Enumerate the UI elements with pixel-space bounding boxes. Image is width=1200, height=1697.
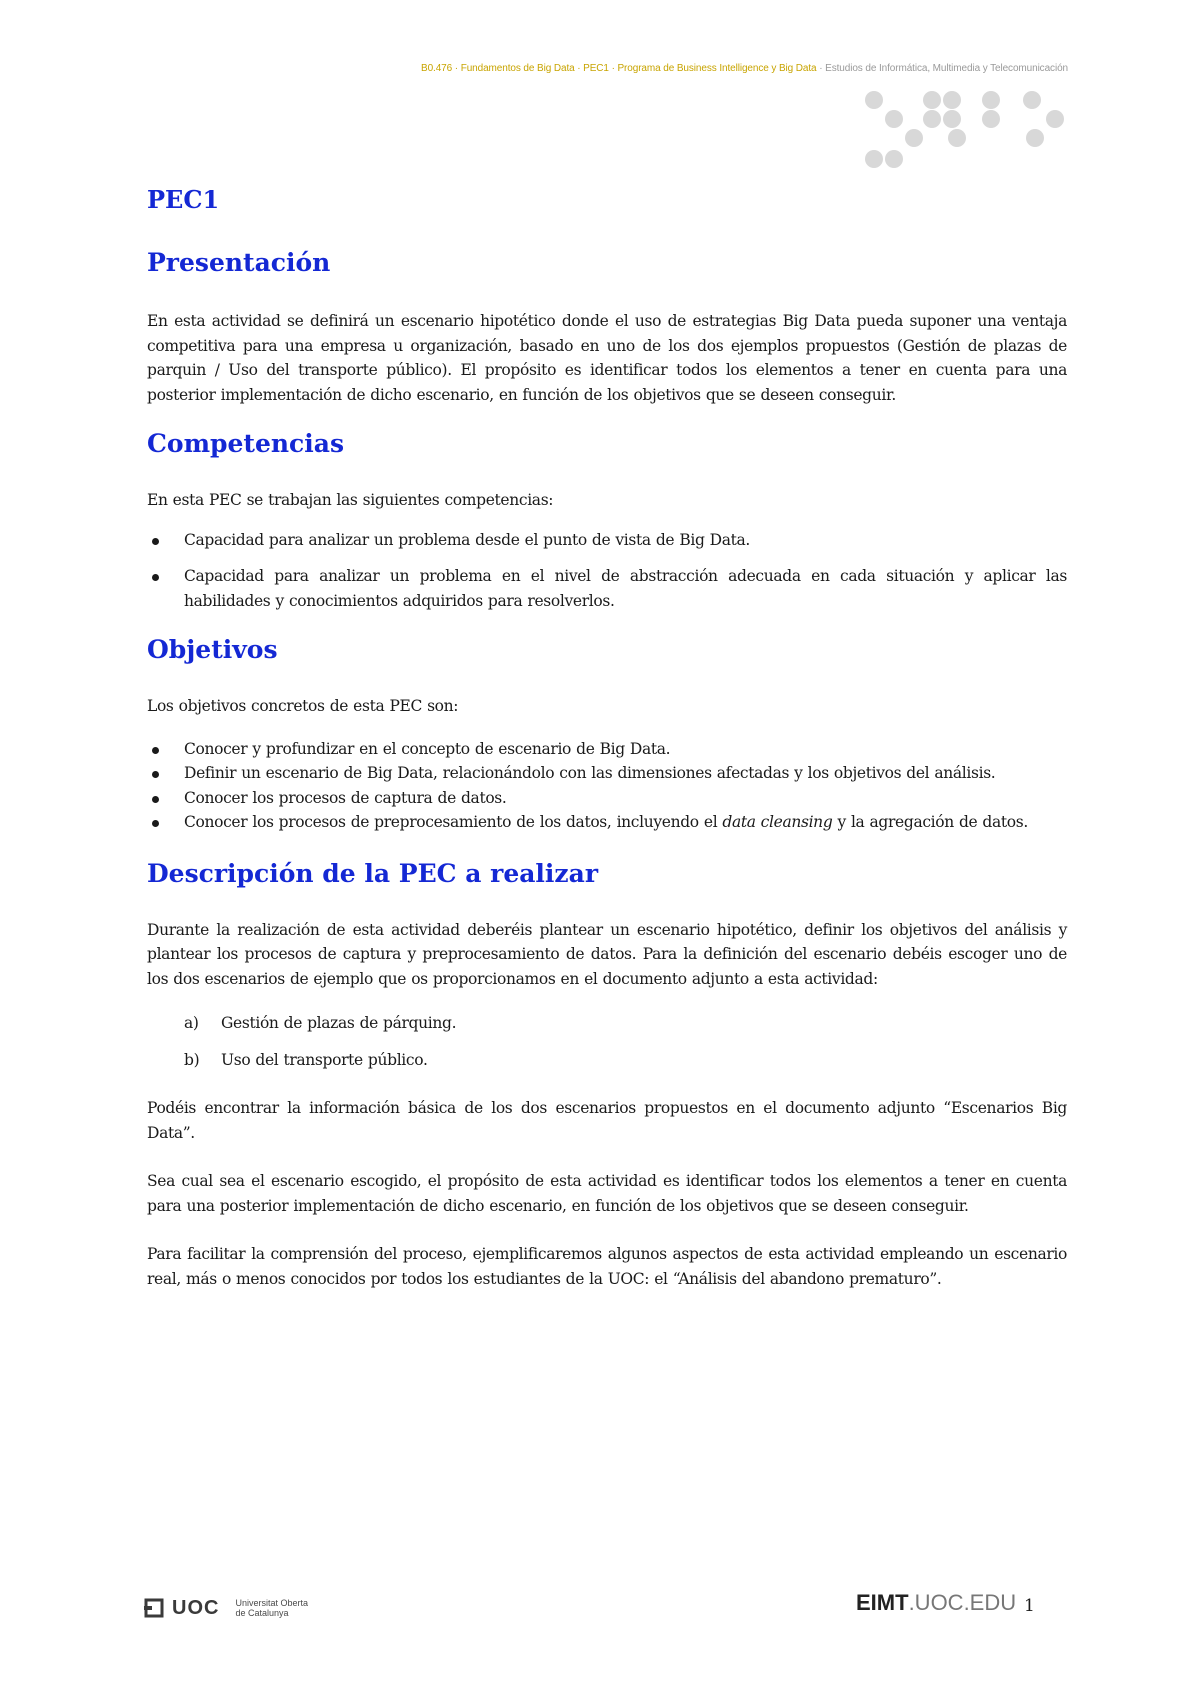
heading-presentacion: Presentación (147, 248, 331, 277)
heading-competencias: Competencias (147, 429, 345, 458)
page-number: 1 (1024, 1596, 1035, 1616)
uoc-wordmark: UOC (172, 1596, 220, 1619)
scenario-options-list (147, 1011, 1067, 1072)
competencies-intro: En esta PEC se trabajan las siguientes competencias: (147, 491, 554, 509)
competencies-list (147, 528, 1067, 614)
bullet-icon (152, 747, 159, 754)
list-item: Conocer y profundizar en el concepto de escenario de Big Data. (147, 737, 1067, 762)
list-marker: b) (184, 1050, 200, 1069)
description-paragraph-3: Sea cual sea el escenario escogido, el propósito de esta actividad es identificar todos los elementos a tener en cuenta para una posterior implementación de dicho escenario, en función de los objetivos que se deseen conseguir. (147, 1172, 1067, 1215)
description-paragraph-4: Para facilitar la comprensión del proceso, ejemplificaremos algunos aspectos de esta actividad empleando un escenario real, más o menos conocidos por todos los estudiantes de la UOC: el “Análisis del abandono prematuro”. (147, 1245, 1067, 1288)
header-course: B0.476 · Fundamentos de Big Data · PEC1 · Programa de Business Intelligence y Big Data (421, 63, 817, 74)
bullet-icon (152, 796, 159, 803)
presentation-paragraph: En esta actividad se definirá un escenario hipotético donde el uso de estrategias Big Data pueda suponer una ventaja competitiva para una empresa u organización, basado en uno de los dos ejemplos propuestos (Gestión de plazas de parquin / Uso del transporte público). El propósito es identificar todos los elementos a tener en cuenta para una posterior implementación de dicho escenario, en función de los objetivos que se deseen conseguir. (147, 312, 1067, 404)
heading-objetivos: Objetivos (147, 635, 278, 664)
description-paragraph-1: Durante la realización de esta actividad deberéis plantear un escenario hipotético, definir los objetivos del análisis y plantear los procesos de captura y preprocesamiento de datos. Para la definición del escenario debéis escoger uno de los dos escenarios de ejemplo que os proporcionamos en el documento adjunto a esta actividad: (147, 920, 1067, 988)
list-item: Conocer los procesos de captura de datos. (147, 786, 1067, 811)
objectives-list (147, 737, 1067, 835)
header-faculty: Estudios de Informática, Multimedia y Telecomunicación (825, 63, 1068, 74)
list-item: b) Uso del transporte público. (184, 1048, 1067, 1073)
list-item: Conocer los procesos de preprocesamiento de los datos, incluyendo el data cleansing y la agregación de datos. (147, 810, 1067, 835)
description-paragraph-2: Podéis encontrar la información básica de los dos escenarios propuestos en el documento adjunto “Escenarios Big Data”. (147, 1099, 1067, 1142)
bullet-icon (152, 538, 159, 545)
decorative-dots (860, 88, 1070, 178)
uoc-logo (144, 1593, 308, 1623)
list-item: Definir un escenario de Big Data, relacionándolo con las dimensiones afectadas y los objetivos del análisis. (147, 761, 1067, 786)
document-body (147, 185, 1067, 1291)
running-header (300, 63, 1068, 74)
bullet-icon (152, 574, 159, 581)
list-item: Capacidad para analizar un problema en el nivel de abstracción adecuada en cada situación y aplicar las habilidades y conocimientos adquiridos para resolverlos. (147, 564, 1067, 613)
list-item: Capacidad para analizar un problema desde el punto de vista de Big Data. (147, 528, 1067, 553)
uoc-mark-icon (144, 1597, 166, 1619)
bullet-icon (152, 771, 159, 778)
heading-descripcion: Descripción de la PEC a realizar (147, 858, 598, 888)
document-title: PEC1 (147, 185, 220, 214)
uoc-name: Universitat Oberta de Catalunya (235, 1598, 308, 1618)
objectives-intro: Los objetivos concretos de esta PEC son: (147, 697, 459, 715)
bullet-icon (152, 820, 159, 827)
eimt-logo: EIMT.UOC.EDU (856, 1590, 1017, 1615)
list-marker: a) (184, 1014, 199, 1032)
list-item: a) Gestión de plazas de párquing. (184, 1011, 1067, 1036)
emphasis-data-cleansing: data cleansing (722, 813, 833, 831)
header-separator: · (816, 63, 826, 74)
